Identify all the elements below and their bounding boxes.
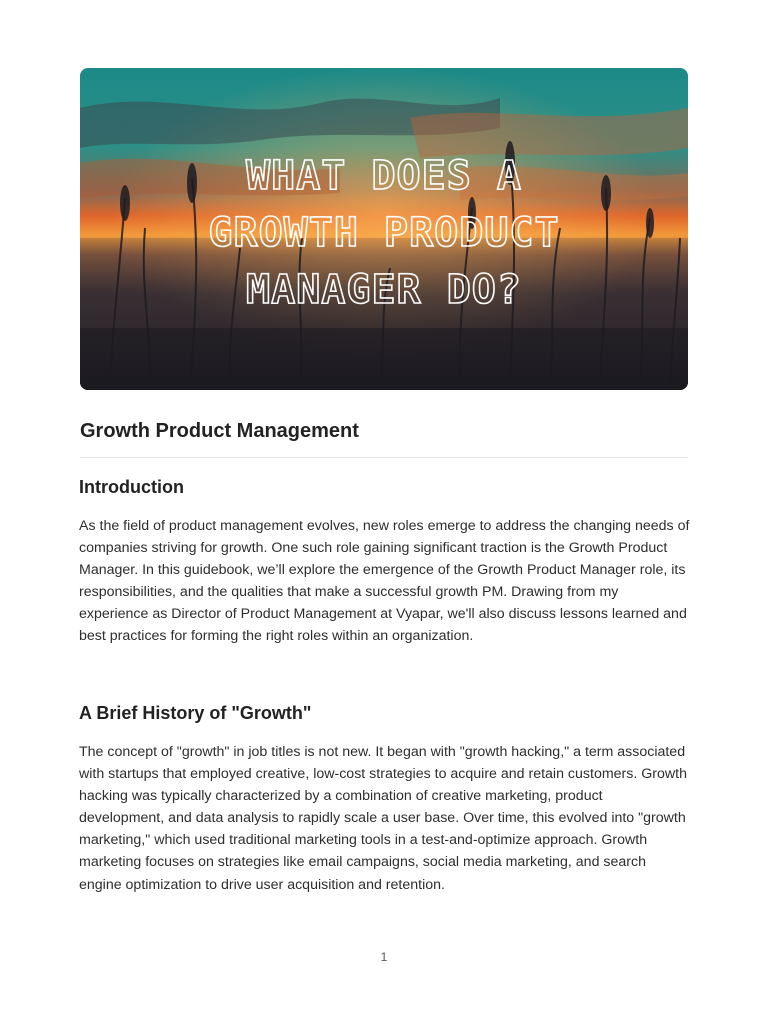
hero-title-line-2: GROWTH PRODUCT bbox=[208, 209, 560, 256]
hero-banner bbox=[80, 68, 688, 390]
hero-title-line-1: WHAT DOES A bbox=[246, 152, 522, 199]
section-body-introduction: As the field of product management evolves, new roles emerge to address the changing needs of companies striving for growth. One such role gaining significant traction is the Growth Product Manager. In this guidebook, we’ll explore the emergence of the Growth Product Manager role, its responsibilities, and the qualities that make a successful growth PM. Drawing from my experience as Director of Product Management at Vyapar, we'll also discuss lessons learned and best practices for forming the right roles within an organization. bbox=[79, 518, 690, 645]
document-title: Growth Product Management bbox=[80, 420, 359, 442]
section-heading-history: A Brief History of "Growth" bbox=[79, 703, 312, 723]
hero-title bbox=[80, 68, 688, 390]
title-divider bbox=[80, 457, 688, 458]
section-body-history: The concept of "growth" in job titles is not new. It began with "growth hacking," a term associated with startups that employed creative, low-cost strategies to acquire and retain customers. Growth hacking was typically characterized by a combination of creative marketing, product development, and data analysis to rapidly scale a user base. Over time, this evolved into "growth marketing," which used traditional marketing tools in a test-and-optimize approach. Growth marketing focuses on strategies like email campaigns, social media marketing, and search engine optimization to drive user acquisition and retention. bbox=[79, 744, 687, 893]
page-number: 1 bbox=[380, 950, 388, 964]
section-heading-introduction: Introduction bbox=[79, 477, 184, 497]
hero-title-line-3: MANAGER DO? bbox=[246, 266, 522, 313]
